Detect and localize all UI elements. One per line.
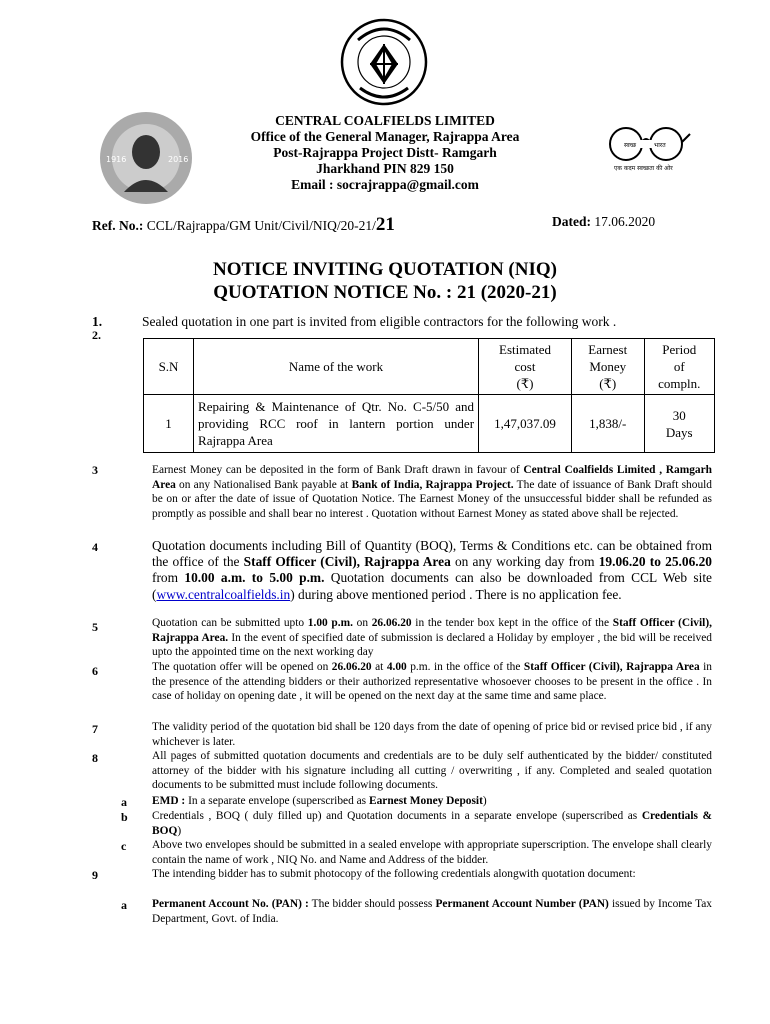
svg-text:एक कदम स्वच्छता की ओर: एक कदम स्वच्छता की ओर xyxy=(614,165,673,172)
para-9a-label: a xyxy=(121,898,127,912)
cell-sn: 1 xyxy=(144,395,194,453)
bold-text: Staff Officer (Civil), Rajrappa Area xyxy=(243,554,451,570)
para-8c-label: c xyxy=(121,839,127,853)
header-cost-l1: Estimated xyxy=(499,342,551,357)
notice-subtitle: QUOTATION NOTICE No. : 21 (2020-21) xyxy=(213,282,557,303)
date-value: 17.06.2020 xyxy=(594,214,656,229)
header-cost-l3: (₹) xyxy=(516,376,534,391)
text: In the event of specified date of submission is declared a Holiday by employer , the bid will be received upto the appointed time on the next working day xyxy=(152,631,712,659)
bold-text: Earnest Money Deposit xyxy=(368,795,483,807)
cell-cost: 1,47,037.09 xyxy=(479,395,572,453)
post-address: Post-Rajrappa Project Distt- Ramgarh xyxy=(273,145,497,160)
text: from xyxy=(152,570,185,586)
website-link[interactable]: www.centralcoalfields.in xyxy=(156,586,291,602)
para-8: All pages of submitted quotation documents and credentials are to be duly self authenticated by the bidder/ constituted attorney of the bidder with his signature including all cutting / overwriting , if any. Completed and sealed quotation documents to be submitted must include following documents. xyxy=(152,750,712,792)
text: The quotation offer will be opened on xyxy=(152,661,332,673)
header-period-l1: Period xyxy=(662,342,697,357)
text: Quotation documents including Bill of Quantity (BOQ), Terms & Conditions etc. can be obtained from the office of the xyxy=(152,538,712,570)
cell-period xyxy=(644,395,715,453)
para-8-number: 8 xyxy=(92,751,98,765)
para-3-number: 3 xyxy=(92,463,98,477)
header-period-l2: of xyxy=(673,359,685,374)
bold-text: 4.00 xyxy=(386,661,407,673)
cell-period-l2: Days xyxy=(665,424,693,440)
header-period-l3: compln. xyxy=(658,376,701,391)
text: at xyxy=(371,661,387,673)
para-8b-label: b xyxy=(121,810,128,824)
text: ) during above mentioned period . There is no application fee. xyxy=(290,586,622,602)
bold-text: 19.06.20 to 25.06.20 xyxy=(598,554,712,570)
company-name: CENTRAL COALFIELDS LIMITED xyxy=(275,113,495,128)
header-em-l2: Money xyxy=(589,359,627,374)
header-cost xyxy=(479,339,572,395)
text: p.m. in the office of the xyxy=(406,661,524,673)
text: issued by Income Tax Department, Govt. of India. xyxy=(152,898,712,925)
header-sn: S.N xyxy=(144,339,194,395)
para-9: The intending bidder has to submit photocopy of the following credentials alongwith quotation document: xyxy=(152,868,636,880)
para-5-number: 5 xyxy=(92,620,98,634)
cell-name: Repairing & Maintenance of Qtr. No. C-5/50 and providing RCC roof in lantern portion under Rajrappa Area xyxy=(194,395,479,453)
text: on xyxy=(352,617,372,629)
text: ) xyxy=(482,795,487,807)
letterhead xyxy=(0,113,770,193)
text: in the presence of the attending bidders or their authorized representative whosoever chooses to be present in the office . In case of holiday on opening date , it will be opened on the next day at the same time and same place. xyxy=(152,661,712,703)
para-9a xyxy=(152,897,712,926)
svg-text:2016: 2016 xyxy=(168,155,189,164)
para-4-number: 4 xyxy=(92,540,98,554)
svg-text:भारत: भारत xyxy=(654,142,666,149)
para-6 xyxy=(152,660,712,704)
text: The bidder should possess xyxy=(308,898,436,910)
para-7-number: 7 xyxy=(92,722,98,736)
text: on any Nationalised Bank payable at xyxy=(175,478,352,491)
para-5 xyxy=(152,616,712,660)
bold-text: Central Coalfields Limited , Ramgarh Area xyxy=(152,464,712,491)
bold-text: Bank of India, Rajrappa Project. xyxy=(351,478,514,491)
svg-text:1916: 1916 xyxy=(106,155,127,164)
para-8c: Above two envelopes should be submitted in a sealed envelope with appropriate superscription. The envelope shall clearly contain the name of work , NIQ No. and Name and Address of the bidder. xyxy=(152,839,712,866)
bold-text: EMD : xyxy=(152,795,186,807)
para-3 xyxy=(152,463,712,521)
date-line xyxy=(552,214,655,230)
text: Quotation documents can also be downloaded from CCL Web site ( xyxy=(152,570,712,602)
para-6-number: 6 xyxy=(92,664,98,678)
header-em-l3: (₹) xyxy=(599,376,617,391)
date-label: Dated: xyxy=(552,214,591,229)
bold-text: Staff Officer (Civil), Rajrappa Area. xyxy=(152,617,712,644)
text: on any working day from xyxy=(450,554,599,570)
item-number-2: 2. xyxy=(92,328,101,342)
header-cost-l2: cost xyxy=(514,359,536,374)
header-em xyxy=(571,339,644,395)
text: The date of issuance of Bank Draft should be on or after the date of issue of Quotation Notice. The Earnest Money of the unsuccessful bidder shall be refunded as promptly as possible and shall bear no interest . Quotation without Earnest Money as stated above shall be rejected. xyxy=(152,478,713,520)
office-name: Office of the General Manager, Rajrappa Area xyxy=(250,129,520,144)
bold-text: 26.06.20 xyxy=(371,617,412,629)
header-em-l1: Earnest xyxy=(588,342,628,357)
text: Credentials , BOQ ( duly filled up) and Quotation documents in a separate envelope (superscribed as xyxy=(152,810,642,822)
text: In a separate envelope (superscribed as xyxy=(185,795,369,807)
para-8a-label: a xyxy=(121,795,127,809)
email-line: Email : socrajrappa@gmail.com xyxy=(291,177,479,192)
bold-text: Permanent Account Number (PAN) xyxy=(435,898,609,910)
para-4 xyxy=(152,538,712,603)
intro-line xyxy=(92,314,712,330)
bold-text: Staff Officer (Civil), Rajrappa Area xyxy=(523,661,700,673)
cell-em: 1,838/- xyxy=(571,395,644,453)
state-pin: Jharkhand PIN 829 150 xyxy=(316,161,454,176)
coal-india-logo xyxy=(338,14,430,110)
table-header-row xyxy=(144,339,715,395)
para-9-number: 9 xyxy=(92,868,98,882)
table-row xyxy=(144,395,715,453)
cell-period-l1: 30 xyxy=(672,407,686,423)
intro-text: Sealed quotation in one part is invited from eligible contractors for the following work . xyxy=(142,314,617,329)
text: Quotation can be submitted upto xyxy=(152,617,308,629)
work-table xyxy=(143,338,715,453)
text: ) xyxy=(177,824,182,837)
bold-text: 26.06.20 xyxy=(331,661,372,673)
ref-label: Ref. No.: xyxy=(92,218,144,233)
ref-value: CCL/Rajrappa/GM Unit/Civil/NIQ/20-21/ xyxy=(146,218,376,233)
para-7: The validity period of the quotation bid shall be 120 days from the date of opening of price bid or revised price bid , if any whichever is later. xyxy=(152,721,712,748)
header-name: Name of the work xyxy=(194,339,479,395)
header-period xyxy=(644,339,715,395)
text: Earnest Money can be deposited in the form of Bank Draft drawn in favour of xyxy=(152,464,524,476)
bold-text: Credentials & BOQ xyxy=(152,810,713,837)
text: in the tender box kept in the office of the xyxy=(411,617,613,629)
bold-text: 10.00 a.m. to 5.00 p.m. xyxy=(184,570,325,586)
notice-title: NOTICE INVITING QUOTATION (NIQ) xyxy=(213,259,557,280)
svg-text:स्वच्छ: स्वच्छ xyxy=(624,142,637,149)
item-number: 1. xyxy=(92,314,103,329)
para-8a xyxy=(152,794,712,809)
para-8b xyxy=(152,809,712,838)
bold-text: 1.00 p.m. xyxy=(307,617,353,629)
bold-text: Permanent Account No. (PAN) : xyxy=(152,898,309,910)
ref-number: 21 xyxy=(375,214,395,235)
